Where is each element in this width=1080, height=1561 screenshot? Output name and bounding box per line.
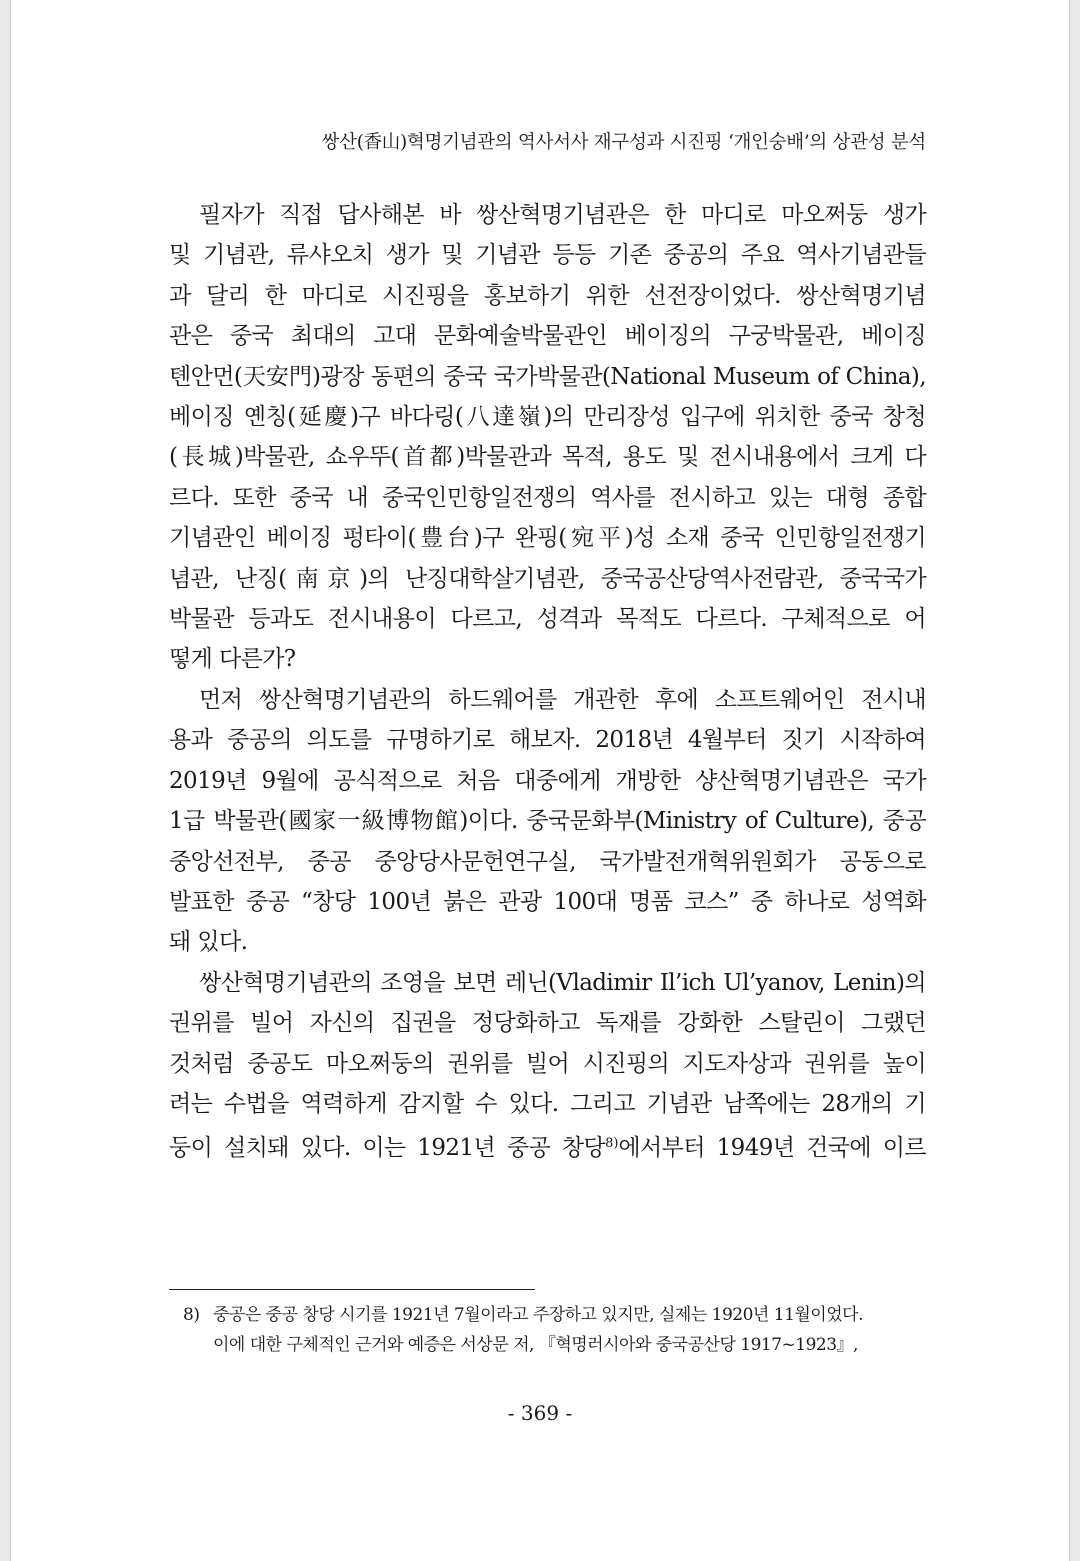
text-line: 발표한 중공 “창당 100년 붉은 관광 100대 명품 코스” 중 하나로 성역화 bbox=[169, 888, 926, 915]
text-line: 르다. 또한 중국 내 중국인민항일전쟁의 역사를 전시하고 있는 대형 종합 bbox=[169, 484, 926, 511]
body-text bbox=[169, 195, 926, 1169]
text-line: 것처럼 중공도 마오쩌둥의 권위를 빌어 시진핑의 지도자상과 권위를 높이 bbox=[169, 1050, 926, 1077]
text-line: 용과 중공의 의도를 규명하기로 해보자. 2018년 4월부터 짓기 시작하여 bbox=[169, 727, 926, 754]
text-line: 박물관 등과도 전시내용이 다르고, 성격과 목적도 다르다. 구체적으로 어 bbox=[169, 606, 926, 633]
footnote-text: 중공은 중공 창당 시기를 1921년 7월이라고 주장하고 있지만, 실제는 1920년 11월이었다. bbox=[213, 1305, 863, 1325]
text-line: 베이징 옌칭(延慶)구 바다링(八達嶺)의 만리장성 입구에 위치한 중국 창청 bbox=[169, 404, 926, 431]
text-line: 관은 중국 최대의 고대 문화예술박물관인 베이징의 구궁박물관, 베이징 bbox=[169, 323, 926, 350]
paragraph-2 bbox=[169, 680, 926, 963]
text-line: (長城)박물관, 쇼우뚜(首都)박물관과 목적, 용도 및 전시내용에서 크게 다 bbox=[169, 444, 926, 471]
text-line: 2019년 9월에 공식적으로 처음 대중에게 개방한 샹산혁명기념관은 국가 bbox=[169, 767, 926, 794]
text-line: 돼 있다. bbox=[169, 929, 248, 956]
text-line: 려는 수법을 역력하게 감지할 수 있다. 그리고 기념관 남쪽에는 28개의 기 bbox=[169, 1090, 926, 1117]
text-line: 먼저 쌍산혁명기념관의 하드웨어를 개관한 후에 소프트웨어인 전시내 bbox=[199, 686, 926, 713]
footnote-number: 8) bbox=[183, 1305, 200, 1325]
footnote-divider bbox=[169, 1289, 535, 1290]
document-page bbox=[10, 0, 1070, 1561]
text-line: 과 달리 한 마디로 시진핑을 홍보하기 위한 선전장이었다. 쌍산혁명기념 bbox=[169, 282, 926, 309]
text-segment: 둥이 설치돼 있다. 이는 1921년 중공 창당 bbox=[169, 1135, 606, 1162]
text-segment: 에서부터 1949년 건국에 이르 bbox=[618, 1135, 926, 1162]
footnote bbox=[169, 1300, 926, 1360]
footnote-line: 이에 대한 구체적인 근거와 예증은 서상문 저, 『혁명러시아와 중국공산당 1917~1923』, bbox=[213, 1335, 858, 1355]
paragraph-3 bbox=[169, 963, 926, 1169]
footnote-reference[interactable]: 8) bbox=[605, 1136, 619, 1152]
text-line: 1급 박물관(國家一級博物館)이다. 중국문화부(Ministry of Culture), 중공 bbox=[169, 808, 926, 835]
text-line: 떻게 다른가? bbox=[169, 646, 296, 673]
text-line: 권위를 빌어 자신의 집권을 정당화하고 독재를 강화한 스탈린이 그랬던 bbox=[169, 1010, 926, 1037]
paragraph-1 bbox=[169, 195, 926, 680]
page-number: - 369 - bbox=[507, 1401, 573, 1425]
text-line: 념관, 난징(南京)의 난징대학살기념관, 중국공산당역사전람관, 중국국가 bbox=[169, 565, 926, 592]
text-line: 필자가 직접 답사해본 바 쌍산혁명기념관은 한 마디로 마오쩌둥 생가 bbox=[199, 202, 926, 228]
footnote-line bbox=[169, 1300, 926, 1330]
text-line: 기념관인 베이징 펑타이(豊台)구 완핑(宛平)성 소재 중국 인민항일전쟁기 bbox=[169, 525, 926, 552]
text-line: 및 기념관, 류샤오치 생가 및 기념관 등등 기존 중공의 주요 역사기념관들 bbox=[169, 242, 926, 269]
text-line: 쌍산혁명기념관의 조영을 보면 레닌(Vladimir Il’ich Ul’yanov, Lenin)의 bbox=[199, 969, 926, 996]
text-line-with-footnote-ref bbox=[169, 1124, 926, 1168]
text-line: 중앙선전부, 중공 중앙당사문헌연구실, 국가발전개혁위원회가 공동으로 bbox=[169, 848, 926, 875]
running-header: 쌍산(香山)혁명기념관의 역사서사 재구성과 시진핑 ‘개인숭배’의 상관성 분석 bbox=[321, 132, 926, 153]
text-line: 톈안먼(天安門)광장 동편의 중국 국가박물관(National Museum of China), bbox=[169, 363, 926, 390]
